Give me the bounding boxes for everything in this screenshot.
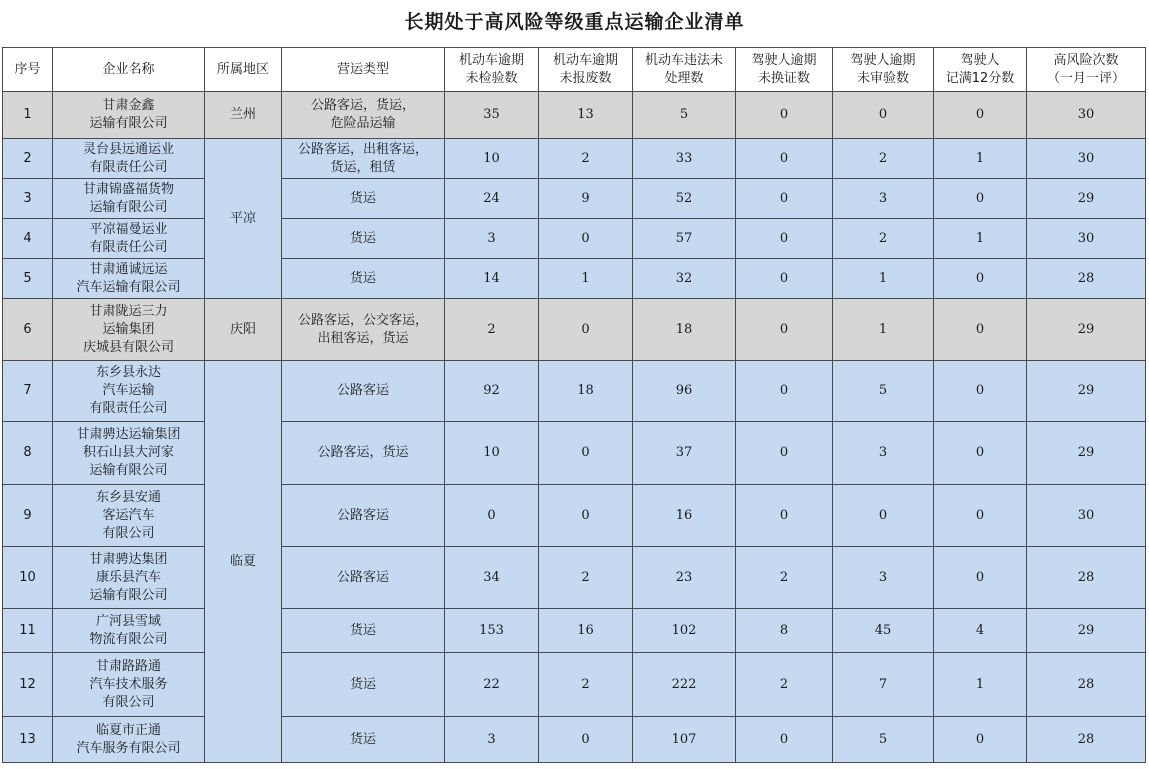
cell-value: 4: [934, 609, 1027, 653]
cell-value: 22: [445, 653, 539, 717]
cell-value: 92: [445, 361, 539, 422]
cell-name: 广河县雪域 物流有限公司: [53, 609, 205, 653]
table-row: [3, 547, 1146, 609]
cell-value: 23: [633, 547, 736, 609]
header-row: [3, 48, 1146, 92]
cell-name: 临夏市正通 汽车服务有限公司: [53, 717, 205, 763]
header-vehicle-violations: 机动车违法未 处理数: [633, 48, 736, 92]
cell-value: 2: [539, 139, 633, 179]
cell-name: 甘肃锦盛福货物 运输有限公司: [53, 179, 205, 219]
cell-value: 0: [736, 299, 833, 361]
cell-value: 3: [445, 717, 539, 763]
enterprise-table: [2, 47, 1146, 763]
cell-name: 甘肃通诚远运 汽车运输有限公司: [53, 259, 205, 299]
header-vehicle-overdue-inspection: 机动车逾期 未检验数: [445, 48, 539, 92]
cell-value: 2: [736, 547, 833, 609]
cell-value: 37: [633, 422, 736, 485]
cell-name: 甘肃金鑫 运输有限公司: [53, 92, 205, 139]
cell-type: 公路客运，出租客运， 货运，租赁: [282, 139, 445, 179]
cell-value: 1: [539, 259, 633, 299]
cell-value: 1: [934, 139, 1027, 179]
header-driver-12-points: 驾驶人 记满12分数: [934, 48, 1027, 92]
page-title: 长期处于高风险等级重点运输企业清单: [404, 11, 745, 33]
cell-value: 29: [1027, 299, 1146, 361]
header-region: 所属地区: [205, 48, 282, 92]
cell-value: 102: [633, 609, 736, 653]
cell-no: 2: [3, 139, 53, 179]
cell-value: 0: [736, 92, 833, 139]
cell-name: 东乡县安通 客运汽车 有限公司: [53, 485, 205, 547]
cell-value: 30: [1027, 92, 1146, 139]
cell-region: 庆阳: [205, 299, 282, 361]
cell-value: 0: [445, 485, 539, 547]
cell-value: 5: [633, 92, 736, 139]
cell-type: 公路客运: [282, 547, 445, 609]
header-driver-overdue-review: 驾驶人逾期 未审验数: [833, 48, 934, 92]
cell-value: 0: [539, 219, 633, 259]
cell-type: 公路客运: [282, 485, 445, 547]
cell-value: 28: [1027, 259, 1146, 299]
cell-value: 1: [833, 299, 934, 361]
cell-value: 2: [736, 653, 833, 717]
cell-type: 货运: [282, 179, 445, 219]
cell-region: 临夏: [205, 361, 282, 763]
table-row: [3, 299, 1146, 361]
cell-no: 9: [3, 485, 53, 547]
cell-value: 5: [833, 361, 934, 422]
cell-no: 7: [3, 361, 53, 422]
cell-value: 28: [1027, 547, 1146, 609]
cell-value: 0: [934, 547, 1027, 609]
cell-type: 公路客运，货运， 危险品运输: [282, 92, 445, 139]
cell-value: 153: [445, 609, 539, 653]
table-row: [3, 139, 1146, 179]
cell-value: 57: [633, 219, 736, 259]
cell-value: 52: [633, 179, 736, 219]
cell-value: 0: [736, 485, 833, 547]
cell-type: 公路客运，公交客运， 出租客运，货运: [282, 299, 445, 361]
cell-value: 29: [1027, 179, 1146, 219]
cell-value: 2: [445, 299, 539, 361]
cell-value: 7: [833, 653, 934, 717]
cell-name: 甘肃路路通 汽车技术服务 有限公司: [53, 653, 205, 717]
cell-value: 0: [934, 717, 1027, 763]
cell-value: 29: [1027, 422, 1146, 485]
cell-no: 6: [3, 299, 53, 361]
cell-value: 0: [736, 717, 833, 763]
cell-no: 13: [3, 717, 53, 763]
cell-value: 3: [833, 179, 934, 219]
cell-no: 11: [3, 609, 53, 653]
cell-no: 10: [3, 547, 53, 609]
cell-value: 32: [633, 259, 736, 299]
cell-value: 1: [934, 219, 1027, 259]
table-row: [3, 92, 1146, 139]
cell-value: 28: [1027, 653, 1146, 717]
cell-value: 16: [539, 609, 633, 653]
cell-value: 13: [539, 92, 633, 139]
cell-value: 30: [1027, 485, 1146, 547]
table-row: [3, 219, 1146, 259]
table-row: [3, 609, 1146, 653]
header-no: 序号: [3, 48, 53, 92]
table-row: [3, 717, 1146, 763]
cell-no: 1: [3, 92, 53, 139]
cell-value: 24: [445, 179, 539, 219]
cell-value: 0: [934, 259, 1027, 299]
cell-no: 12: [3, 653, 53, 717]
header-driver-overdue-license: 驾驶人逾期 未换证数: [736, 48, 833, 92]
cell-value: 30: [1027, 139, 1146, 179]
cell-value: 9: [539, 179, 633, 219]
header-vehicle-overdue-scrap: 机动车逾期 未报废数: [539, 48, 633, 92]
cell-value: 0: [736, 361, 833, 422]
cell-name: 甘肃骋达运输集团 积石山县大河家 运输有限公司: [53, 422, 205, 485]
cell-value: 0: [833, 485, 934, 547]
cell-value: 14: [445, 259, 539, 299]
cell-value: 35: [445, 92, 539, 139]
cell-value: 0: [934, 422, 1027, 485]
cell-value: 1: [833, 259, 934, 299]
cell-value: 3: [833, 422, 934, 485]
cell-value: 0: [934, 299, 1027, 361]
cell-value: 0: [833, 92, 934, 139]
cell-value: 0: [539, 422, 633, 485]
cell-value: 0: [934, 361, 1027, 422]
cell-no: 3: [3, 179, 53, 219]
cell-value: 0: [736, 259, 833, 299]
cell-value: 222: [633, 653, 736, 717]
header-high-risk-count: 高风险次数 （一月一评）: [1027, 48, 1146, 92]
cell-value: 96: [633, 361, 736, 422]
cell-value: 34: [445, 547, 539, 609]
cell-value: 2: [833, 139, 934, 179]
cell-value: 3: [833, 547, 934, 609]
cell-value: 0: [934, 179, 1027, 219]
cell-value: 0: [934, 92, 1027, 139]
cell-name: 平凉福曼运业 有限责任公司: [53, 219, 205, 259]
cell-value: 2: [833, 219, 934, 259]
cell-value: 29: [1027, 361, 1146, 422]
cell-value: 45: [833, 609, 934, 653]
cell-type: 公路客运，货运: [282, 422, 445, 485]
cell-type: 货运: [282, 219, 445, 259]
cell-type: 公路客运: [282, 361, 445, 422]
cell-value: 18: [633, 299, 736, 361]
cell-region: 平凉: [205, 139, 282, 299]
table-row: [3, 259, 1146, 299]
cell-value: 33: [633, 139, 736, 179]
table-row: [3, 653, 1146, 717]
cell-value: 10: [445, 422, 539, 485]
cell-value: 29: [1027, 609, 1146, 653]
cell-name: 甘肃陇运三力 运输集团 庆城县有限公司: [53, 299, 205, 361]
cell-value: 28: [1027, 717, 1146, 763]
cell-value: 1: [934, 653, 1027, 717]
table-row: [3, 485, 1146, 547]
cell-value: 0: [736, 179, 833, 219]
cell-value: 5: [833, 717, 934, 763]
cell-type: 货运: [282, 609, 445, 653]
cell-value: 0: [539, 299, 633, 361]
cell-value: 3: [445, 219, 539, 259]
cell-value: 2: [539, 653, 633, 717]
cell-region: 兰州: [205, 92, 282, 139]
cell-type: 货运: [282, 717, 445, 763]
cell-value: 107: [633, 717, 736, 763]
cell-value: 2: [539, 547, 633, 609]
cell-name: 灵台县远通运业 有限责任公司: [53, 139, 205, 179]
cell-value: 0: [736, 422, 833, 485]
cell-value: 0: [539, 485, 633, 547]
cell-no: 5: [3, 259, 53, 299]
cell-no: 4: [3, 219, 53, 259]
cell-value: 10: [445, 139, 539, 179]
cell-no: 8: [3, 422, 53, 485]
cell-type: 货运: [282, 653, 445, 717]
cell-value: 30: [1027, 219, 1146, 259]
table-row: [3, 422, 1146, 485]
table-row: [3, 179, 1146, 219]
cell-value: 0: [736, 139, 833, 179]
table-row: [3, 361, 1146, 422]
header-type: 营运类型: [282, 48, 445, 92]
cell-value: 0: [539, 717, 633, 763]
cell-value: 16: [633, 485, 736, 547]
cell-value: 0: [934, 485, 1027, 547]
cell-value: 8: [736, 609, 833, 653]
cell-name: 甘肃骋达集团 康乐县汽车 运输有限公司: [53, 547, 205, 609]
cell-name: 东乡县永达 汽车运输 有限责任公司: [53, 361, 205, 422]
cell-value: 18: [539, 361, 633, 422]
header-name: 企业名称: [53, 48, 205, 92]
cell-value: 0: [736, 219, 833, 259]
cell-type: 货运: [282, 259, 445, 299]
